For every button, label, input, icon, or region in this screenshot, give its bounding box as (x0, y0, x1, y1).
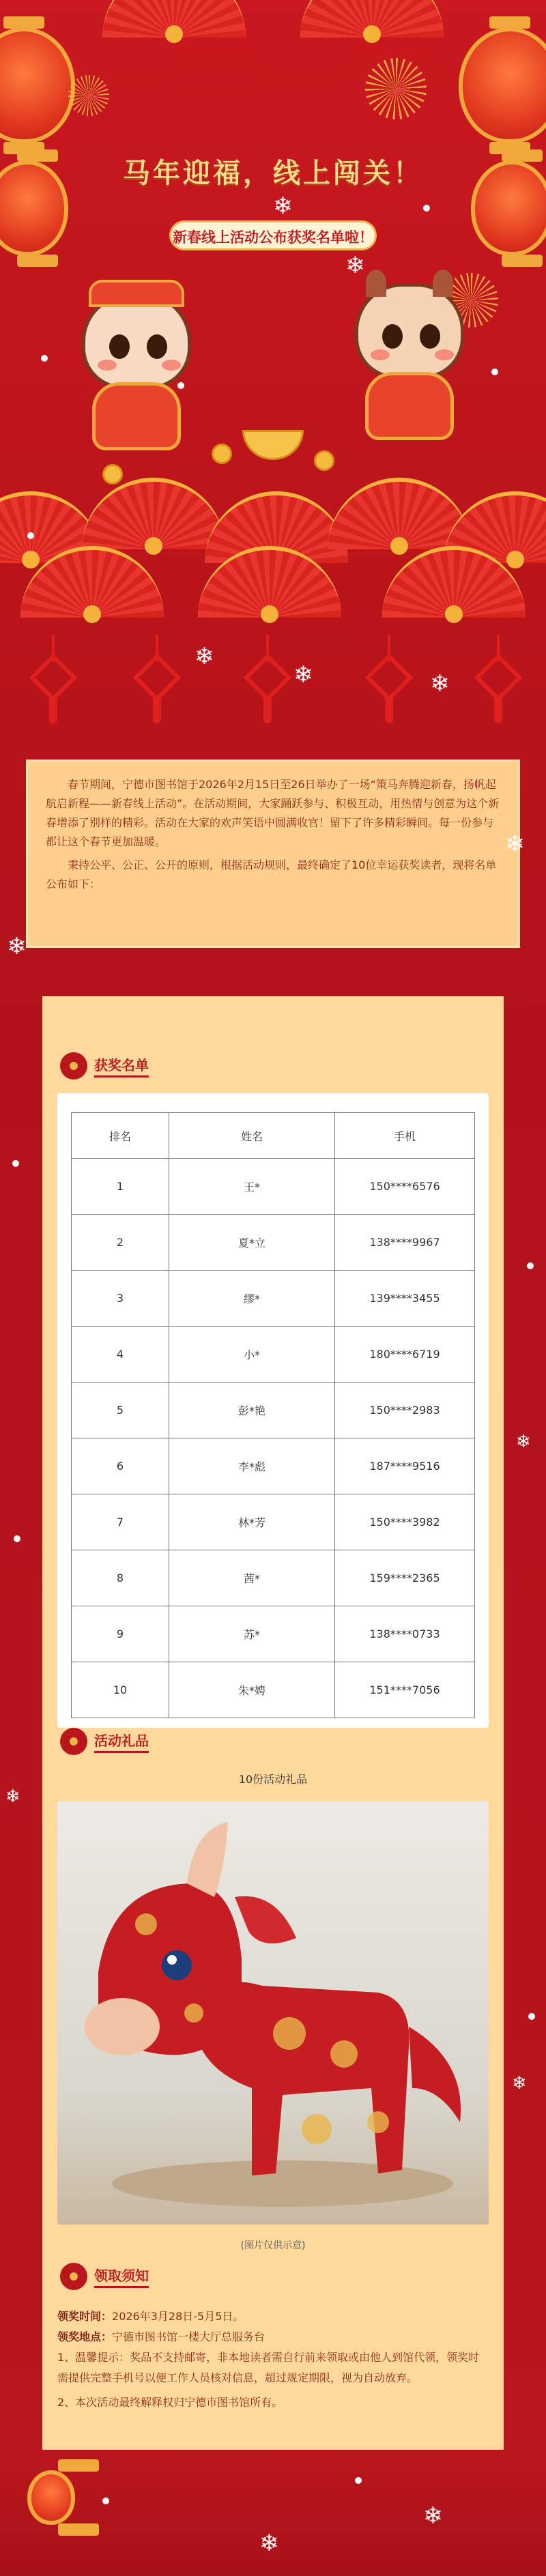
rank-cell: 3 (72, 1271, 169, 1327)
chinese-knot-icon (33, 635, 74, 723)
firework-icon (365, 58, 427, 119)
intro-paragraph: 春节期间，宁德市图书馆于2026年2月15日至26日举办了一场“策马奔腾迎新春，扬帆起航启新程——新春线上活动”。在活动期间，大家踊跃参与、积极互动，用热情与创意为这个新春增添了别样的精彩。活动在大家的欢声笑语中圆满收官！留下了许多精彩瞬间。每一份参与都让这个春节更加温暖。 (46, 778, 500, 848)
name-cell: 王* (169, 1159, 335, 1215)
flower-icon (60, 2263, 87, 2290)
name-cell: 苏* (169, 1606, 335, 1662)
claim-note: 2、本次活动最终解释权归宁德市图书馆所有。 (57, 2396, 283, 2409)
snowflake-icon: ❄ (195, 643, 214, 670)
rank-cell: 9 (72, 1606, 169, 1662)
phone-cell: 139****3455 (335, 1271, 475, 1327)
name-cell: 彭*艳 (169, 1383, 335, 1438)
snowflake-icon: ❄ (505, 830, 525, 858)
name-cell: 小* (169, 1327, 335, 1383)
intro-card (26, 759, 520, 948)
firework-icon (68, 75, 109, 116)
chinese-knot-icon (369, 635, 410, 723)
rank-cell: 5 (72, 1383, 169, 1438)
fan-decoration (300, 0, 444, 38)
table-row (72, 1271, 475, 1327)
section-title: 领取须知 (94, 2265, 149, 2288)
claim-notice (57, 2306, 489, 2413)
snowflake-icon: ❄ (345, 252, 365, 279)
gift-section-header (60, 1728, 149, 1755)
table-row (72, 1327, 475, 1383)
snowflake-icon: ❄ (430, 670, 450, 697)
rank-cell: 1 (72, 1159, 169, 1215)
table-row (72, 1550, 475, 1606)
gold-ingot-icon (242, 430, 304, 460)
winners-table-card (57, 1093, 489, 1728)
table-row (72, 1438, 475, 1494)
name-cell: 夏*立 (169, 1215, 335, 1271)
phone-cell: 159****2365 (335, 1550, 475, 1606)
section-title: 活动礼品 (94, 1730, 149, 1753)
rank-cell: 7 (72, 1494, 169, 1550)
phone-cell: 151****7056 (335, 1662, 475, 1718)
horse-plush-image (57, 1801, 489, 2225)
hero-subtitle: 新春线上活动公布获奖名单啦！ (169, 220, 377, 250)
table-row (72, 1662, 475, 1718)
table-row (72, 1606, 475, 1662)
claim-note: 1、温馨提示：奖品不支持邮寄，非本地读者需自行前来领取或由他人到馆代领，领奖时需提供完整手机号以便工作人员核对信息，超过规定期限，视为自动放弃。 (57, 2351, 480, 2384)
rank-cell: 6 (72, 1438, 169, 1494)
table-header-row (72, 1113, 475, 1159)
flower-icon (60, 1052, 87, 1080)
winners-table (71, 1112, 475, 1718)
table-row (72, 1494, 475, 1550)
claim-time: 领奖时间：2026年3月28日-5月5日。 (57, 2310, 244, 2323)
table-row (72, 1159, 475, 1215)
snowflake-icon: ❄ (7, 933, 27, 960)
phone-cell: 180****6719 (335, 1327, 475, 1383)
snowflake-icon: ❄ (293, 661, 313, 689)
lantern-icon (0, 27, 75, 143)
lantern-icon (459, 27, 546, 143)
section-title: 获奖名单 (94, 1054, 149, 1077)
photo-caption: (图片仅供示意) (240, 2240, 306, 2251)
coin-icon (212, 444, 232, 464)
phone-cell: 187****9516 (335, 1438, 475, 1494)
gift-photo (57, 1801, 489, 2225)
rank-cell: 8 (72, 1550, 169, 1606)
rank-cell: 10 (72, 1662, 169, 1718)
footer-decoration: ❄ ❄ (0, 2457, 546, 2576)
lion-mascot (68, 280, 205, 450)
column-header: 姓名 (169, 1113, 335, 1159)
winners-section-header (60, 1052, 149, 1080)
fan-decoration (102, 0, 246, 38)
name-cell: 林*芳 (169, 1494, 335, 1550)
rank-cell: 4 (72, 1327, 169, 1383)
name-cell: 缪* (169, 1271, 335, 1327)
fan-row (0, 546, 546, 648)
phone-cell: 150****3982 (335, 1494, 475, 1550)
claim-section-header (60, 2263, 149, 2290)
horse-mascot (341, 270, 478, 440)
poster-page: 马年迎福，线上闯关！ 新春线上活动公布获奖名单啦！ ❄ ❄ ❄ ❄ ❄ 春节期间，宁德市图书馆于2026年2月15日至26日举办了一场“策马奔腾迎新春，扬帆起航启新程——新春线上活动”。在活动期间，大家踊跃参与、积极互动，用热情与创意为这个新春增添了别样的精彩。活动在大家的欢声笑语中圆满收官！留下了许多精彩瞬间。每一份参与都让这个春节更加温暖。 秉持公平、公正、公开的原则，根据活动规则，最终确定了10位幸运获奖读者，现将名单公布如下： ❄ ❄ 获奖名单 排名 姓名 手机 1 王* 150****6576 2 夏*立 138****9967 3 缪* 139****3455 4 小* 180****6719 5 彭*艳 150****2983 6 李*彪 187****9516 7 林*芳 150****3982 8 茜* 159****2365 9 苏* 138****0733 10 朱*娉 151****7056 活动礼品 10份活动礼品 (图片仅供示意) 领取须知 领奖时间：2026年3月28日-5月5日。 领奖地点：宁德市图书馆一楼大厅总服务台 1、温馨提示：奖品不支持邮寄，非本地读者需自行前来领取或由他人到馆代领，领奖时需提供完整手机号以便工作人员核对信息，超过规定期限，视为自动放弃。 2、本次活动最终解释权归宁德市图书馆所有。 ❄ ❄ ❄ ❄ ❄ (0, 0, 546, 2576)
chinese-knot-icon (478, 635, 519, 723)
name-cell: 茜* (169, 1550, 335, 1606)
hero-title: 马年迎福，线上闯关！ (123, 158, 423, 189)
rank-cell: 2 (72, 1215, 169, 1271)
phone-cell: 138****0733 (335, 1606, 475, 1662)
flower-icon (60, 1728, 87, 1755)
phone-cell: 138****9967 (335, 1215, 475, 1271)
chinese-knot-icon (136, 635, 177, 723)
phone-cell: 150****6576 (335, 1159, 475, 1215)
column-header: 排名 (72, 1113, 169, 1159)
name-cell: 朱*娉 (169, 1662, 335, 1718)
table-row (72, 1383, 475, 1438)
table-row (72, 1215, 475, 1271)
hero-banner (0, 0, 546, 744)
column-header: 手机 (335, 1113, 475, 1159)
name-cell: 李*彪 (169, 1438, 335, 1494)
coin-icon (314, 450, 334, 471)
phone-cell: 150****2983 (335, 1383, 475, 1438)
gift-count: 10份活动礼品 (238, 1773, 308, 1786)
chinese-knot-icon (247, 635, 288, 723)
claim-place: 领奖地点：宁德市图书馆一楼大厅总服务台 (57, 2330, 265, 2343)
snowflake-icon: ❄ (273, 192, 293, 220)
intro-paragraph: 秉持公平、公正、公开的原则，根据活动规则，最终确定了10位幸运获奖读者，现将名单公布如下： (46, 858, 497, 891)
